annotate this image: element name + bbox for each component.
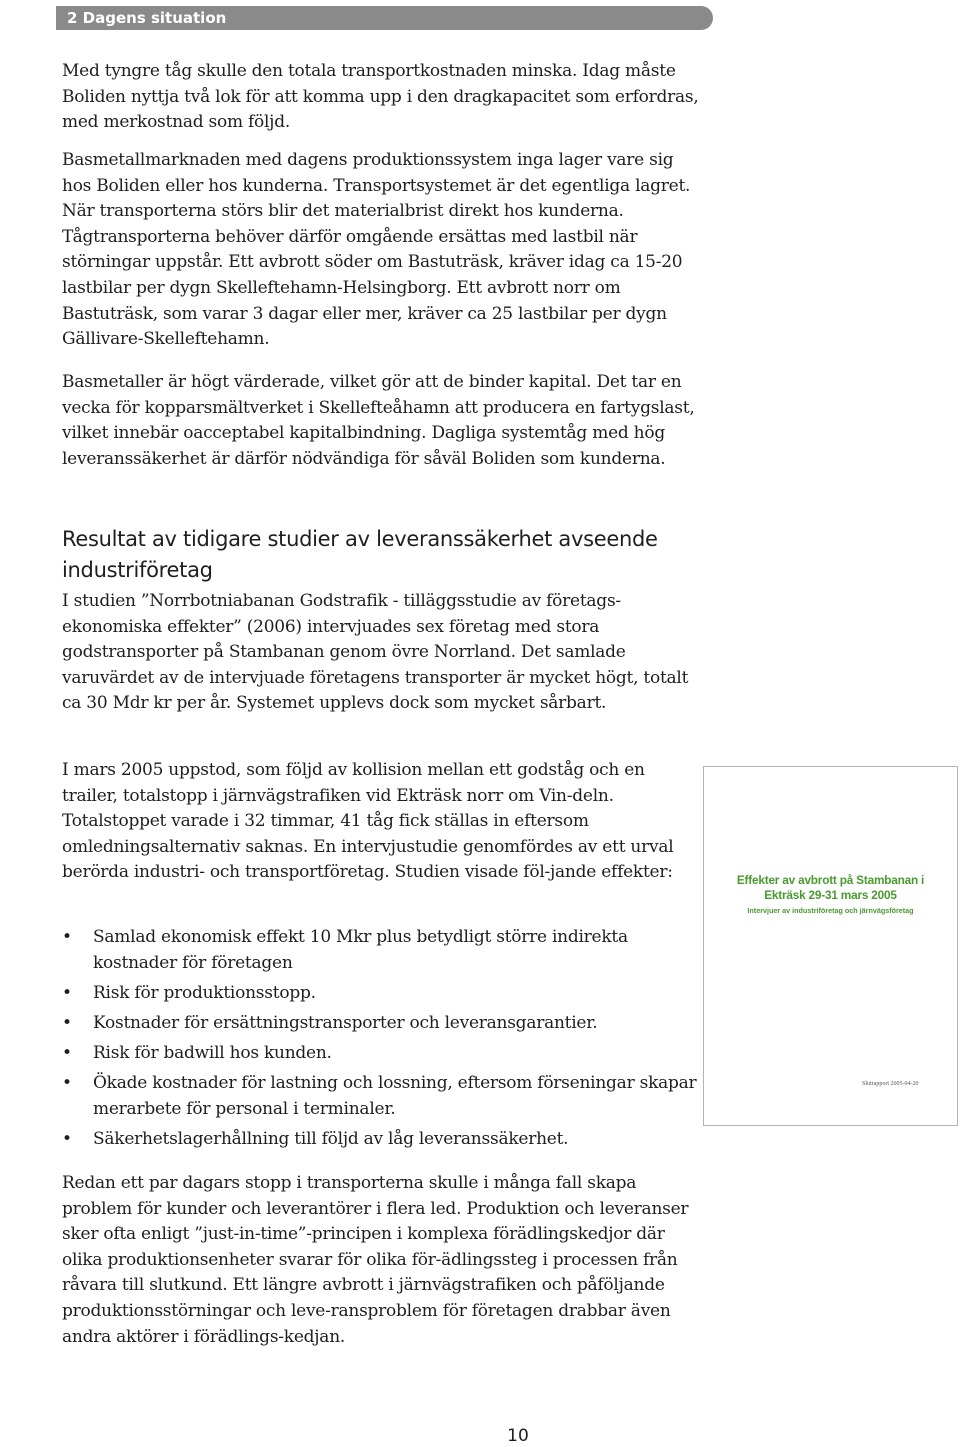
report-cover-title-line1: Effekter av avbrott på Stambanan i (736, 873, 925, 887)
paragraph-norrbotniabanan-study: I studien ”Norrbotniabanan Godstrafik - tilläggsstudie av företags-ekonomiska effekter” (2006) intervjuades sex företag med stora godstransporter på Stambanan genom övre Norrland. Det samlade varuvärdet av de intervjuade företagens transporter är mycket högt, totalt ca 30 Mdr kr per år. Systemet upplevs dock som mycket sårbart. (62, 591, 689, 714)
bullet-icon: • (62, 1042, 72, 1063)
bullet-icon: • (62, 1072, 72, 1093)
section-heading: Resultat av tidigare studier av leveranssäkerhet avseende industriföretag (62, 527, 658, 582)
section-header-bar (56, 6, 713, 30)
list-item-text: Samlad ekonomisk effekt 10 Mkr plus betydligt större indirekta kostnader för företagen (93, 927, 628, 973)
bullet-icon: • (62, 1128, 72, 1149)
list-item (62, 1011, 702, 1037)
list-item (62, 981, 702, 1007)
paragraph-supply-chain: Redan ett par dagars stopp i transporterna skulle i många fall skapa problem för kunder och leverantörer i flera led. Produktion och leveranser sker ofta enligt ”just-in-time”-principen i komplexa förädlingskedjor där olika produktionsenheter svarar för olika för-ädlingssteg i processen från råvara till slutkund. Ett längre avbrott i järnvägstrafiken och påföljande produktionsstörningar och leve-ransproblem för företagen drabbar även andra aktörer i förädlings-kedjan. (62, 1173, 689, 1347)
list-item (62, 1071, 702, 1122)
report-cover-note: Slutrapport 2005-04-20 (862, 1081, 919, 1087)
paragraph-heavier-trains: Med tyngre tåg skulle den totala transportkostnaden minska. Idag måste Boliden nyttja två lok för att komma upp i den dragkapacitet som erfordras, med merkostnad som följd. (62, 61, 699, 133)
bullet-icon: • (62, 1012, 72, 1033)
report-cover-subtitle: Intervjuer av industriföretag och järnvägsföretag (747, 906, 914, 915)
list-item (62, 1041, 702, 1067)
list-item-text: Kostnader för ersättningstransporter och leveransgarantier. (93, 1012, 598, 1033)
list-item (62, 925, 702, 976)
paragraph-ektrask-accident: I mars 2005 uppstod, som följd av kollision mellan ett godståg och en trailer, totalstopp i järnvägstrafiken vid Ekträsk norr om Vin-deln. Totalstoppet varade i 32 timmar, 41 tåg fick ställas in eftersom omledningsalternativ saknas. En intervjustudie genomfördes av ett urval berörda industri- och transportföretag. Studien visade föl-jande effekter: (62, 760, 674, 883)
report-cover-title-line2: Ekträsk 29-31 mars 2005 (764, 888, 897, 902)
report-cover-title (704, 873, 957, 903)
list-item-text: Risk för produktionsstopp. (93, 982, 316, 1003)
bullet-icon: • (62, 927, 72, 947)
bullet-icon: • (62, 982, 72, 1003)
section-title: 2 Dagens situation (67, 9, 227, 27)
effects-list (62, 925, 702, 1157)
report-cover-thumbnail (703, 766, 958, 1126)
page-number: 10 (507, 1426, 529, 1446)
paragraph-capital-binding: Basmetaller är högt värderade, vilket gör att de binder kapital. Det tar en vecka för kopparsmältverket i Skellefteåhamn att producera en fartygslast, vilket innebär oacceptabel kapitalbindning. Dagliga systemtåg med hög leveranssäkerhet är därför nödvändiga för såväl Boliden som kunderna. (62, 372, 695, 469)
list-item-text: Risk för badwill hos kunden. (93, 1042, 332, 1063)
paragraph-base-metal-market: Basmetallmarknaden med dagens produktionssystem inga lager vare sig hos Boliden eller hos kunderna. Transportsystemet är det egentliga lagret. När transporterna störs blir det materialbrist direkt hos kunderna. Tågtransporterna behöver därför omgående ersättas med lastbil när störningar uppstår. Ett avbrott söder om Bastuträsk, kräver idag ca 15-20 lastbilar per dygn Skelleftehamn-Helsingborg. Ett avbrott norr om Bastuträsk, som varar 3 dagar eller mer, kräver ca 25 lastbilar per dygn Gällivare-Skelleftehamn. (62, 150, 691, 350)
list-item-text: Säkerhetslagerhållning till följd av låg leveranssäkerhet. (93, 1128, 569, 1149)
list-item-text: Ökade kostnader för lastning och lossning, eftersom förseningar skapar merarbete för personal i terminaler. (93, 1072, 697, 1119)
list-item (62, 1127, 702, 1153)
